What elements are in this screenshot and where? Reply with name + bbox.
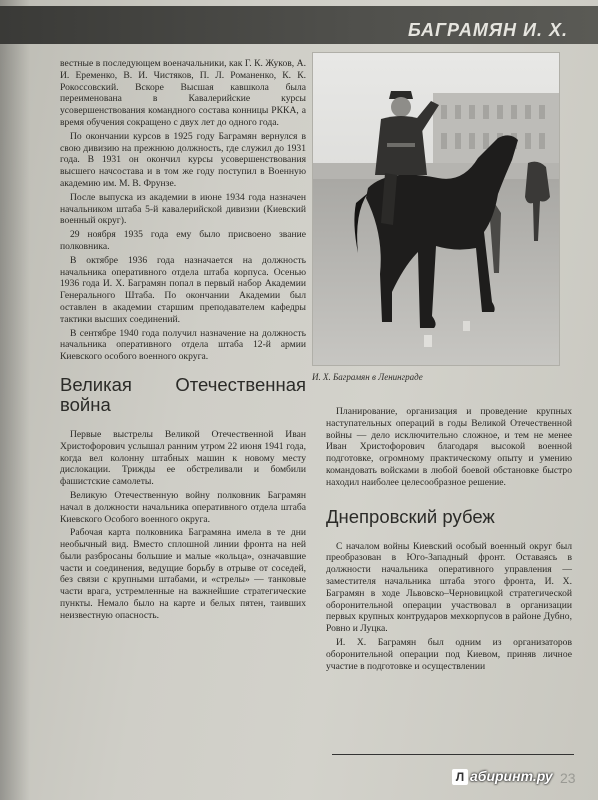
running-header-bar <box>0 6 598 44</box>
labirint-logo-icon: Л <box>452 769 468 785</box>
paragraph: В октябре 1936 года назначается на должность начальника оперативного отдела штаба корпуса. Осенью 1936 года И. Х. Баграмян попал в первый набор Академии Генерального Штаба. По окончании Академии был оставлен в академии старшим преподавателем кафедры тактики высших соединений. <box>60 254 306 325</box>
paragraph: Планирование, организация и проведение крупных наступательных операций в годы Великой Отечественной войны — дело исключительно сложное, и тем не менее Иван Христофорович благодаря высокой военной подготовке, огромному практическому опыту и умению командовать войсками в любой боевой обстановке быстро находил наиболее целесообразное решение. <box>326 406 572 488</box>
site-watermark <box>452 768 553 785</box>
paragraph: По окончании курсов в 1925 году Баграмян вернулся в свою дивизию на прежнюю должность, где служил до 1931 года. В 1931 он окончил курсы усовершенствования высшего начсостава и в том же году поступил в Военную академию им. М. В. Фрунзе. <box>60 130 306 189</box>
section-heading: Великая Отечественная война <box>60 373 306 415</box>
right-column <box>326 406 572 674</box>
left-column <box>60 58 306 624</box>
footer-rule <box>332 754 574 755</box>
paragraph: вестные в последующем военачальники, как Г. К. Жуков, А. И. Еременко, В. И. Чистяков, П. Л. Романенко, К. К. Рокоссовский. Вскоре Высшая кавшкола была переименована в Кавалерийские курсы усовершенствования командного состава конницы РККА, а время обучения сокращено с двух лет до одного года. <box>60 58 306 128</box>
paragraph: После выпуска из академии в июне 1934 года назначен начальником штаба 5-й кавалерийской дивизии (Киевский военный округ). <box>60 191 306 227</box>
paragraph: Великую Отечественную войну полковник Баграмян начал в должности начальника оперативного отдела штаба Киевского Особого военного округа. <box>60 489 306 525</box>
paragraph: Рабочая карта полковника Баграмяна имела в те дни необычный вид. Вместо сплошной линии фронта на ней были разбросаны большие и малые «кольца», означавшие части и соединения, ведущие борьбу в отрыве от соседей, без связи с крупными штабами, и «стрелы» — танковые части врага, устремленные на важнейшие стратегические пункты. Немало было на карте и белых пятен, таивших неизвестную опасность. <box>60 527 306 621</box>
binding-shadow <box>0 0 30 800</box>
section-heading: Днепровский рубеж <box>326 505 495 527</box>
paragraph: 29 ноября 1935 года ему было присвоено звание полковника. <box>60 229 306 252</box>
running-header-title: БАГРАМЯН И. Х. <box>407 20 568 40</box>
paragraph: В сентябре 1940 года получил назначение на должность начальника оперативного отдела штаба 12-й армии Киевского особого военного округа. <box>60 327 306 363</box>
photo-general-on-horse <box>312 52 560 366</box>
photo-caption: И. Х. Баграмян в Ленинграде <box>312 372 423 382</box>
watermark-text: абиринт.ру <box>470 768 553 784</box>
page-number: 23 <box>560 770 576 786</box>
paragraph: И. Х. Баграмян был одним из организаторов оборонительной операции под Киевом, приняв личное участие в подготовке и осуществлении <box>326 636 572 672</box>
paragraph: С началом войны Киевский особый военный округ был преобразован в Юго-Западный фронт. Оставаясь в должности начальника оперативного управления — заместителя начальника штаба этого фронта, И. Х. Баграмян в ходе Львовско–Черновицкой стратегической оборонительной операции участвовал в организации первых крупных контрударов мехкорпусов в районе Дубно, Ровно и Луцка. <box>326 540 572 635</box>
photo-illustration <box>313 53 559 365</box>
paragraph: Первые выстрелы Великой Отечественной Иван Христофорович услышал ранним утром 22 июня 1941 года, когда вел колонну штабных машин к новому месту дислокации. Трижды ее обстреливали и бомбили фашистские самолеты. <box>60 428 306 488</box>
